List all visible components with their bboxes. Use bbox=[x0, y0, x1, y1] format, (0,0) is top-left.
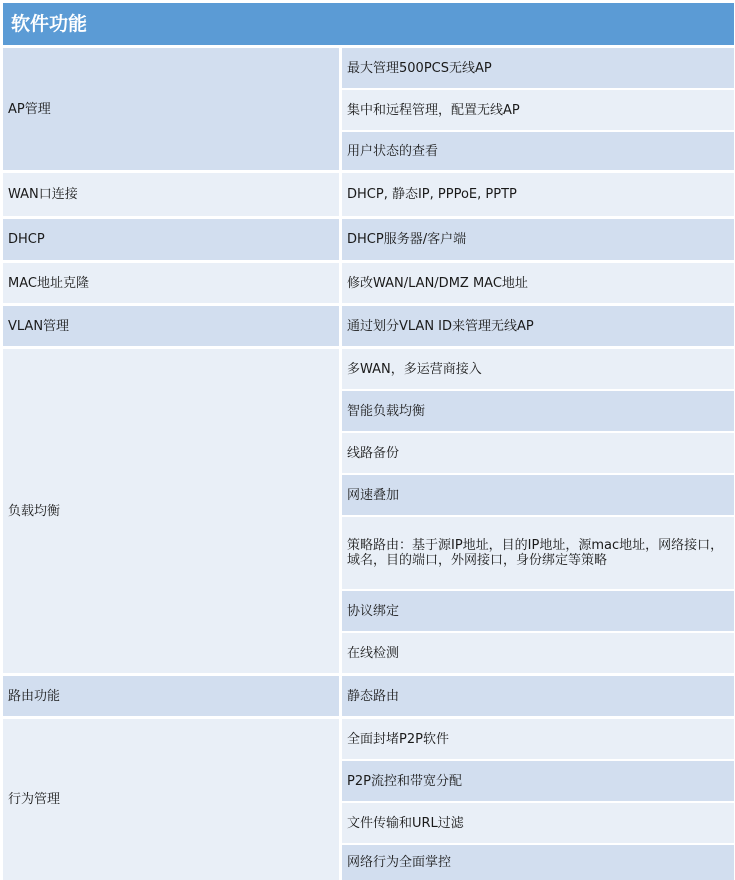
feature-cell: P2P流控和带宽分配 bbox=[342, 761, 734, 801]
feature-cell: 线路备份 bbox=[342, 433, 734, 473]
feature-cell: 集中和远程管理，配置无线AP bbox=[342, 90, 734, 130]
category-cell-ap-management: AP管理 bbox=[3, 48, 339, 170]
feature-cell: 网络行为全面掌控 bbox=[342, 845, 734, 880]
category-cell-load-balancing: 负载均衡 bbox=[3, 349, 339, 673]
table-title: 软件功能 bbox=[3, 3, 734, 45]
feature-cell: 策略路由：基于源IP地址，目的IP地址，源mac地址，网络接口，域名，目的端口，外网接口，身份绑定等策略 bbox=[342, 517, 734, 589]
feature-cell: DHCP服务器/客户端 bbox=[342, 219, 734, 260]
feature-cell: 智能负载均衡 bbox=[342, 391, 734, 431]
category-cell-vlan-management: VLAN管理 bbox=[3, 306, 339, 346]
feature-cell: DHCP, 静态IP, PPPoE, PPTP bbox=[342, 173, 734, 216]
category-cell-behavior-management: 行为管理 bbox=[3, 719, 339, 880]
feature-cell: 在线检测 bbox=[342, 633, 734, 673]
feature-cell: 用户状态的查看 bbox=[342, 132, 734, 170]
feature-cell: 多WAN，多运营商接入 bbox=[342, 349, 734, 389]
category-cell-wan-connection: WAN口连接 bbox=[3, 173, 339, 216]
feature-cell: 通过划分VLAN ID来管理无线AP bbox=[342, 306, 734, 346]
category-cell-dhcp: DHCP bbox=[3, 219, 339, 260]
feature-cell: 静态路由 bbox=[342, 676, 734, 716]
category-cell-routing: 路由功能 bbox=[3, 676, 339, 716]
feature-cell: 全面封堵P2P软件 bbox=[342, 719, 734, 759]
feature-cell: 文件传输和URL过滤 bbox=[342, 803, 734, 843]
feature-cell: 最大管理500PCS无线AP bbox=[342, 48, 734, 88]
category-cell-mac-clone: MAC地址克隆 bbox=[3, 263, 339, 303]
feature-cell: 网速叠加 bbox=[342, 475, 734, 515]
feature-cell: 协议绑定 bbox=[342, 591, 734, 631]
feature-cell: 修改WAN/LAN/DMZ MAC地址 bbox=[342, 263, 734, 303]
